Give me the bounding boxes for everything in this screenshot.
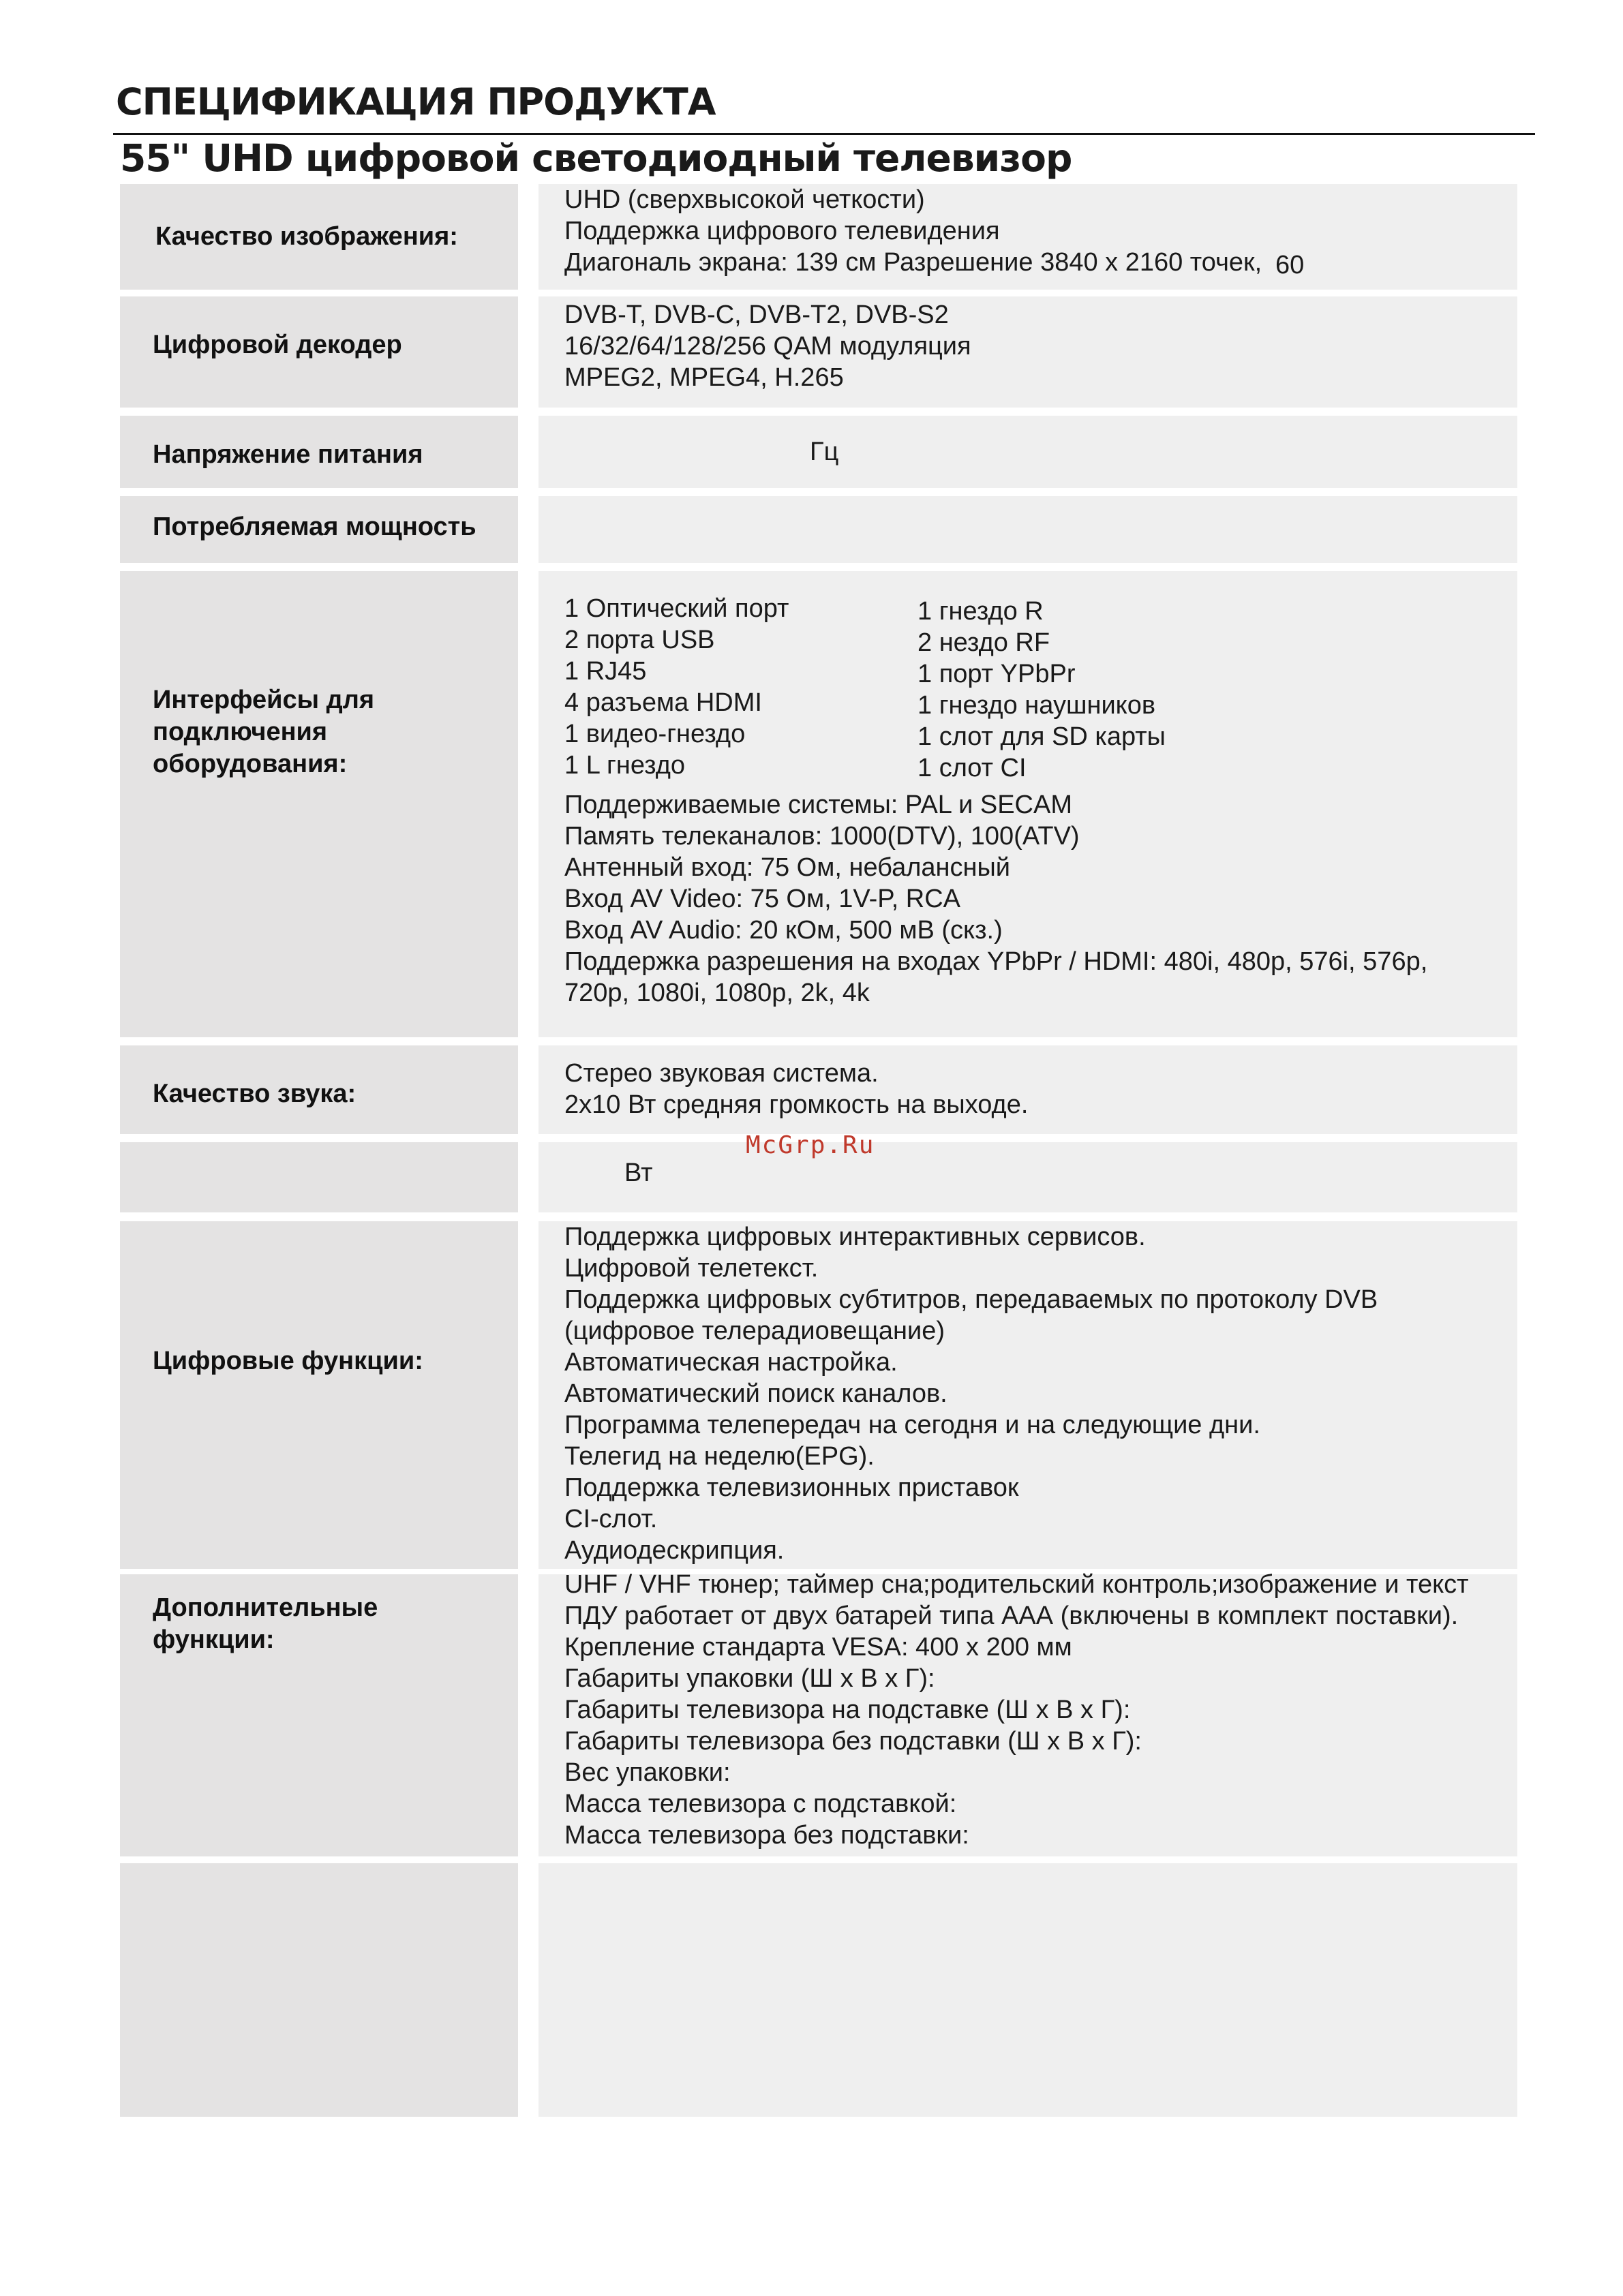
spec-row-power-voltage (120, 416, 1517, 488)
spec-value-line: Аудиодескрипция. (564, 1536, 785, 1565)
spec-label: Дополнительные (153, 1593, 378, 1622)
spec-row-power-consumption (120, 496, 1517, 563)
spec-label: функции: (153, 1625, 275, 1654)
spec-value-line: Диагональ экрана: 139 см Разрешение 3840 x 2160 точек, (564, 248, 1262, 277)
spec-value-line: Вт (624, 1159, 653, 1187)
port-item: 1 L гнездо (564, 751, 686, 780)
value-cell (539, 1863, 1517, 2117)
page-title: СПЕЦИФИКАЦИЯ ПРОДУКТА (116, 80, 716, 123)
spec-value-line: MPEG2, MPEG4, H.265 (564, 363, 844, 392)
spec-label: Напряжение питания (153, 440, 423, 469)
spec-value-line: Вход AV Video: 75 Ом, 1V-P, RCA (564, 885, 961, 913)
spec-value-line: Поддержка цифрового телевидения (564, 217, 1000, 245)
spec-value-line: Автоматическая настройка. (564, 1348, 898, 1377)
spec-value-line: Поддержка цифровых субтитров, передаваемых по протоколу DVB (564, 1285, 1378, 1314)
spec-value-line: Автоматический поиск каналов. (564, 1379, 947, 1408)
spec-value-line: Поддерживаемые системы: PAL и SECAM (564, 791, 1072, 819)
label-cell (120, 1221, 518, 1569)
spec-value-line: Габариты упаковки (Ш x В x Г): (564, 1664, 935, 1693)
watermark: McGrp.Ru (746, 1131, 875, 1159)
spec-value-line: UHD (сверхвысокой четкости) (564, 185, 925, 214)
port-item: 2 нездо RF (917, 628, 1050, 657)
spec-value-line: Антенный вход: 75 Ом, небалансный (564, 853, 1011, 882)
spec-value-line: DVB-T, DVB-C, DVB-T2, DVB-S2 (564, 301, 949, 329)
spec-value-line: 16/32/64/128/256 QAM модуляция (564, 332, 971, 361)
spec-row-interfaces (120, 571, 1517, 1037)
spec-value-line: Поддержка цифровых интерактивных сервисов. (564, 1223, 1146, 1251)
spec-value-line: Масса телевизора без подставки: (564, 1821, 969, 1850)
port-item: 1 порт YPbPr (917, 660, 1076, 688)
spec-value-line: Гц (810, 438, 839, 466)
spec-value-line: Вес упаковки: (564, 1758, 731, 1787)
spec-value-extra: 60 (1275, 251, 1305, 279)
label-cell (120, 571, 518, 1037)
spec-label: Качество изображения: (155, 222, 458, 251)
port-item: 1 гнездо наушников (917, 691, 1156, 720)
spec-value-line: Память телеканалов: 1000(DTV), 100(ATV) (564, 822, 1080, 851)
spec-value-line: (цифровое телерадиовещание) (564, 1317, 945, 1345)
spec-row-image-quality (120, 184, 1517, 290)
spec-value-line: ПДУ работает от двух батарей типа ААА (включены в комплект поставки). (564, 1602, 1459, 1630)
value-cell (539, 416, 1517, 488)
spec-row-sound (120, 1045, 1517, 1134)
product-subtitle: 55" UHD цифровой светодиодный телевизор (120, 136, 1072, 180)
spec-value-line: Программа телепередач на сегодня и на следующие дни. (564, 1411, 1260, 1439)
spec-row-decoder (120, 296, 1517, 408)
spec-value-line: Стерео звуковая система. (564, 1059, 879, 1088)
label-cell (120, 1142, 518, 1212)
port-item: 1 слот для SD карты (917, 722, 1166, 751)
port-item: 1 Оптический порт (564, 594, 789, 623)
spec-value-line: 720p, 1080i, 1080p, 2k, 4k (564, 979, 870, 1007)
port-item: 1 слот CI (917, 754, 1027, 782)
spec-label: подключения (153, 718, 328, 746)
spec-value-line: Поддержка разрешения на входах YPbPr / HDMI: 480i, 480p, 576i, 576p, (564, 947, 1428, 976)
spec-label: Качество звука: (153, 1080, 357, 1108)
spec-row-empty (120, 1863, 1517, 2117)
label-cell (120, 1863, 518, 2117)
port-item: 1 гнездо R (917, 597, 1044, 626)
value-cell (539, 1142, 1517, 1212)
spec-value-line: Цифровой телетекст. (564, 1254, 819, 1283)
spec-label: Потребляемая мощность (153, 512, 476, 541)
spec-value-line: Габариты телевизора без подставки (Ш x В x Г): (564, 1727, 1142, 1756)
spec-value-line: Крепление стандарта VESA: 400 x 200 мм (564, 1633, 1072, 1662)
spec-value-line: 2x10 Вт средняя громкость на выходе. (564, 1090, 1029, 1119)
spec-row-digital-functions (120, 1221, 1517, 1569)
spec-value-line: UHF / VHF тюнер; таймер сна;родительский контроль;изображение и текст (564, 1570, 1469, 1599)
spec-value-line: Габариты телевизора на подставке (Ш x В x Г): (564, 1696, 1131, 1724)
spec-value-line: Телегид на неделю(EPG). (564, 1442, 875, 1471)
spec-value-line: Поддержка телевизионных приставок (564, 1473, 1019, 1502)
spec-label: Цифровые функции: (153, 1347, 423, 1375)
spec-row-additional-functions (120, 1570, 1517, 1856)
port-item: 4 разъема HDMI (564, 688, 762, 717)
spec-value-line: Вход AV Audio: 20 кОм, 500 мВ (скз.) (564, 916, 1003, 945)
port-item: 1 видео-гнездо (564, 720, 746, 748)
spec-label: Интерфейсы для (153, 686, 375, 714)
port-item: 2 порта USB (564, 626, 715, 654)
port-item: 1 RJ45 (564, 657, 647, 686)
spec-label: оборудования: (153, 750, 348, 778)
spec-value-line: CI-слот. (564, 1505, 658, 1533)
spec-label: Цифровой декодер (153, 331, 402, 359)
spec-value-line: Масса телевизора с подставкой: (564, 1790, 957, 1818)
title-divider (113, 133, 1535, 135)
value-cell (539, 496, 1517, 563)
